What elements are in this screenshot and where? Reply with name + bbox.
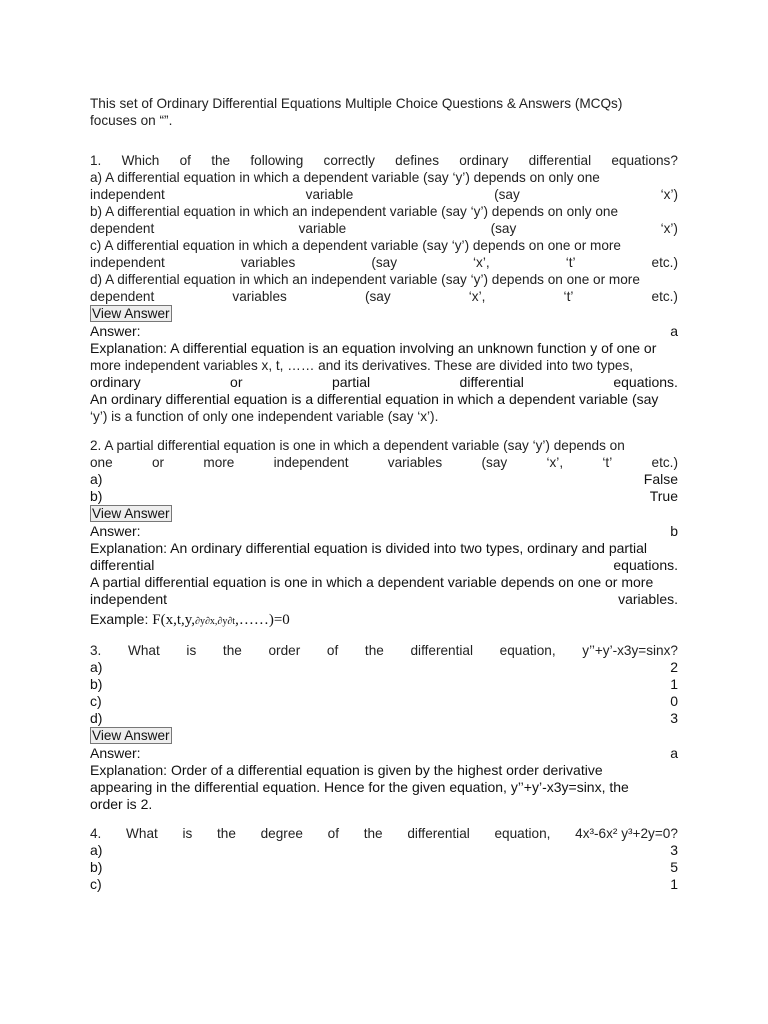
- q2-explanation-line4: [90, 591, 678, 608]
- q1-explanation-line5: ‘y’) is a function of only one independent variable (say ‘x’).: [90, 409, 439, 424]
- q2-answer-value: b: [670, 523, 678, 539]
- q3-question: [90, 642, 678, 659]
- q2-option-b-label: b): [90, 488, 103, 504]
- q3-question-word: equation,: [499, 643, 556, 658]
- q1-option-b-line2-word: variable: [298, 221, 347, 236]
- q2-answer-label: Answer:: [90, 523, 141, 539]
- q2-example: [90, 608, 678, 630]
- q3-option-c: [90, 693, 678, 710]
- q4-question-word: is: [182, 826, 193, 841]
- q1-option-d-line2: [90, 288, 678, 305]
- q2-option-a-label: a): [90, 471, 103, 487]
- q1-option-d-line2-word: (say: [364, 289, 391, 304]
- q2-question-line2-word: ‘t’: [602, 455, 613, 470]
- q3-option-a-value: 2: [670, 659, 678, 675]
- q1-option-d-line2-word: ‘t’: [563, 289, 574, 304]
- q1-question-word: defines: [395, 153, 439, 168]
- q2-explanation-line3: A partial differential equation is one in which a dependent variable depends on one or more: [90, 574, 654, 590]
- q2-explanation-line2-word: equations.: [613, 557, 678, 573]
- q2-option-a-value: False: [643, 471, 678, 487]
- q4-option-b-label: b): [90, 859, 103, 875]
- q4-option-c-value: 1: [670, 876, 678, 892]
- q1-explanation-line3-word: partial: [331, 374, 371, 390]
- q1-question-word: of: [179, 153, 191, 168]
- q1-answer-value: a: [670, 323, 678, 339]
- q1-option-b-line2-word: ‘x’): [660, 221, 678, 236]
- q4-equation: 4x³-6x² y³+2y=0?: [575, 826, 678, 841]
- q3-question-word: is: [186, 643, 197, 658]
- q4-question-word: equation,: [494, 826, 551, 841]
- q4-question-word: of: [327, 826, 339, 841]
- q1-option-d-line2-word: variables: [232, 289, 287, 304]
- q4-option-c: [90, 876, 678, 893]
- q2-question-line2: [90, 454, 678, 471]
- q3-option-d-label: d): [90, 710, 103, 726]
- q2-example-formula-end: ,……)=0: [235, 612, 290, 628]
- q3-question-word: differential: [410, 643, 473, 658]
- q1-option-b-line1: b) A differential equation in which an independent variable (say ‘y’) depends on only one: [90, 204, 618, 219]
- q4-question-word: differential: [407, 826, 470, 841]
- q3-explanation-line2: appearing in the differential equation. Hence for the given equation, y’’+y’-x3y=sinx, the: [90, 779, 629, 795]
- q1-option-c-line2-word: variables: [240, 255, 296, 270]
- document-content: [90, 95, 678, 893]
- q1-question-word: the: [211, 153, 231, 168]
- q3-question-word: of: [326, 643, 339, 658]
- q1-explanation-line3: [90, 374, 678, 391]
- q1-option-a-line2-word: ‘x’): [660, 187, 678, 202]
- q1-explanation-line2: more independent variables x, t, …… and its derivatives. These are divided into two types,: [90, 358, 634, 373]
- intro-line-2: focuses on “”.: [90, 113, 173, 128]
- q1-option-c-line2-word: ‘t’: [565, 255, 576, 270]
- q4-question-word: What: [126, 826, 158, 841]
- q2-question-line2-word: one: [90, 455, 113, 470]
- q2-example-label: Example:: [90, 611, 149, 627]
- q1-explanation-line3-word: or: [230, 374, 243, 390]
- q1-option-a-line2-word: independent: [90, 187, 165, 202]
- q3-question-word: the: [364, 643, 384, 658]
- q1-option-a-line1: a) A differential equation in which a dependent variable (say ‘y’) depends on only one: [90, 170, 600, 185]
- q2-question-line2-word: more: [203, 455, 235, 470]
- q2-question-line2-word: etc.): [651, 455, 678, 470]
- q2-question-line1: 2. A partial differential equation is one in which a dependent variable (say ‘y’) depends on: [90, 438, 625, 453]
- q1-option-d-line1: d) A differential equation in which an independent variable (say ‘y’) depends on one or more: [90, 272, 640, 287]
- q1-explanation-line3-word: differential: [459, 374, 524, 390]
- q1-question-word: ordinary: [459, 153, 509, 168]
- q2-question-line2-word: (say: [481, 455, 508, 470]
- q4-question-word: degree: [260, 826, 303, 841]
- q2-explanation-line2: [90, 557, 678, 574]
- q1-option-a-line2-word: variable: [305, 187, 354, 202]
- q2-question-line2-word: variables: [387, 455, 443, 470]
- q3-option-d-value: 3: [670, 710, 678, 726]
- q2-example-formula: [152, 612, 290, 628]
- q2-question-line2-word: ‘x’,: [546, 455, 564, 470]
- q1-question-word: Which: [121, 153, 160, 168]
- q1-option-a-line2-word: (say: [494, 187, 520, 202]
- q3-option-b-label: b): [90, 676, 103, 692]
- q3-option-a: [90, 659, 678, 676]
- q2-explanation-line4-word: variables.: [618, 591, 678, 607]
- q3-question-word: 3.: [90, 643, 102, 658]
- q1-explanation-line3-word: ordinary: [90, 374, 141, 390]
- q2-question-line2-word: independent: [273, 455, 349, 470]
- q3-option-c-value: 0: [670, 693, 678, 709]
- q4-question: [90, 825, 678, 842]
- q2-view-answer-button[interactable]: View Answer: [92, 506, 170, 521]
- q1-question-word: equations?: [611, 153, 678, 168]
- intro-line-1: This set of Ordinary Differential Equations Multiple Choice Questions & Answers (MCQs): [90, 96, 623, 111]
- q3-answer-value: a: [670, 745, 678, 761]
- q1-option-c-line2-word: (say: [371, 255, 397, 270]
- q1-explanation-line1: Explanation: A differential equation is an equation involving an unknown function y of one or: [90, 340, 657, 356]
- q2-question-line2-word: or: [151, 455, 165, 470]
- q4-option-a-label: a): [90, 842, 103, 858]
- q3-question-word: y’’+y’-x3y=sinx?: [582, 643, 678, 658]
- q4-question-word: the: [217, 826, 236, 841]
- q4-option-b-value: 5: [670, 859, 678, 875]
- q3-option-c-label: c): [90, 693, 102, 709]
- q4-question-word: 4.: [90, 826, 102, 841]
- q1-explanation-line3-word: equations.: [613, 374, 678, 390]
- q1-explanation-line4: An ordinary differential equation is a differential equation in which a dependent variable (say: [90, 391, 659, 407]
- q1-question-word: correctly: [323, 153, 375, 168]
- q1-option-c-line2-word: etc.): [651, 255, 678, 270]
- q4-option-b: [90, 859, 678, 876]
- q1-question-word: following: [250, 153, 304, 168]
- q4-option-a: [90, 842, 678, 859]
- q3-option-a-label: a): [90, 659, 103, 675]
- q2-option-b: [90, 488, 678, 505]
- q3-view-answer-button[interactable]: View Answer: [92, 728, 170, 743]
- q4-option-a-value: 3: [670, 842, 678, 858]
- q4-question-word: the: [363, 826, 383, 841]
- q1-option-c-line2: [90, 254, 678, 271]
- q2-answer: [90, 523, 678, 540]
- q4-option-c-label: c): [90, 876, 102, 892]
- q1-option-d-line2-word: dependent: [90, 289, 155, 304]
- q3-question-word: What: [128, 643, 160, 658]
- q1-question-word: differential: [528, 153, 592, 168]
- q2-explanation-line2-word: differential: [90, 557, 155, 573]
- q3-option-b: [90, 676, 678, 693]
- q3-answer-label: Answer:: [90, 745, 141, 761]
- q2-option-a: [90, 471, 678, 488]
- q1-answer: [90, 323, 678, 340]
- q3-explanation-line1: Explanation: Order of a differential equation is given by the highest order derivative: [90, 762, 603, 778]
- q1-option-c-line2-word: independent: [90, 255, 165, 270]
- q1-question-word: 1.: [90, 153, 102, 168]
- q1-option-c-line1: c) A differential equation in which a dependent variable (say ‘y’) depends on one or more: [90, 238, 621, 253]
- q1-view-answer-button[interactable]: View Answer: [92, 306, 170, 321]
- q1-option-d-line2-word: ‘x’,: [468, 289, 486, 304]
- q3-question-word: order: [268, 643, 301, 658]
- q3-answer: [90, 745, 678, 762]
- q1-answer-label: Answer:: [90, 323, 141, 339]
- q3-question-word: the: [222, 643, 242, 658]
- q1-option-b-line2: [90, 220, 678, 237]
- q3-option-b-value: 1: [670, 676, 678, 692]
- q2-option-b-value: True: [649, 488, 678, 504]
- q1-option-d-line2-word: etc.): [651, 289, 678, 304]
- q1-option-c-line2-word: ‘x’,: [473, 255, 490, 270]
- q2-explanation-line4-word: independent: [90, 591, 168, 607]
- q1-question: [90, 152, 678, 169]
- q2-explanation-line1: Explanation: An ordinary differential equation is divided into two types, ordinary and partial: [90, 540, 647, 556]
- q1-option-b-line2-word: (say: [490, 221, 517, 236]
- q3-explanation-line3: order is 2.: [90, 796, 153, 812]
- q2-example-formula-start: F(x,t,y,: [152, 612, 196, 628]
- q1-option-b-line2-word: dependent: [90, 221, 155, 236]
- q3-option-d: [90, 710, 678, 727]
- q1-option-a-line2: [90, 186, 678, 203]
- q2-example-formula-partials: ∂y∂x,∂y∂t: [195, 616, 236, 627]
